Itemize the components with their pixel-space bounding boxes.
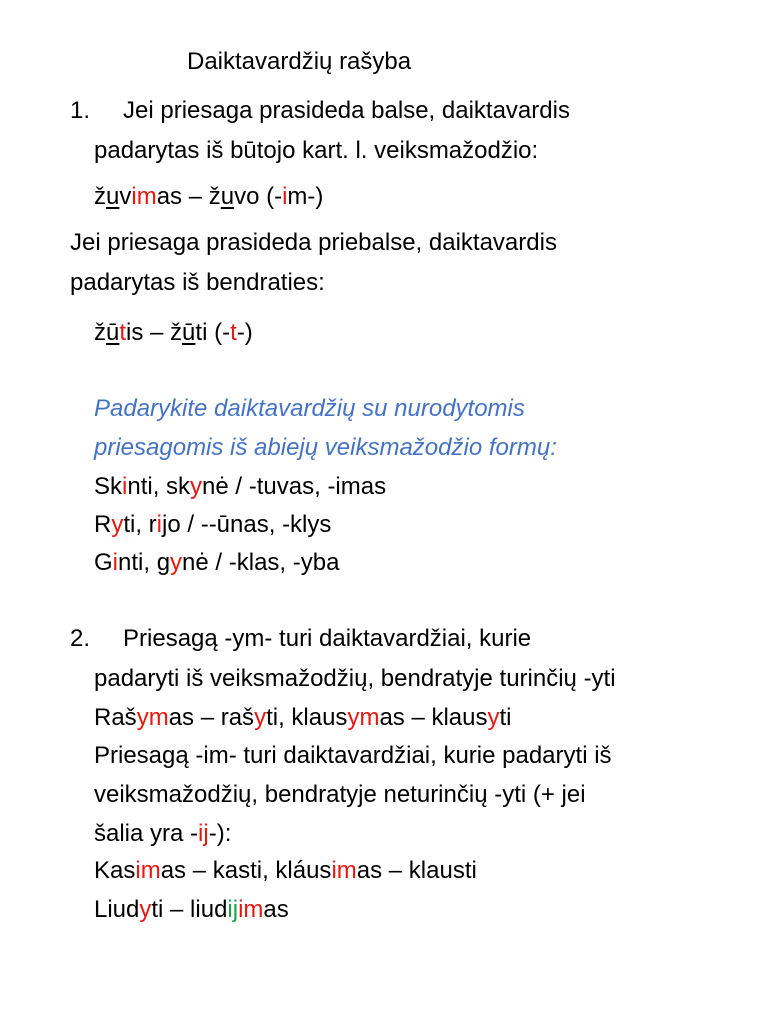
section-2-rule2-line-3: šalia yra -ij-): (94, 820, 232, 847)
exercise-row: Ryti, rijo / --ūnas, -klys (94, 511, 332, 538)
section-1-rule2-line-2: padarytas iš bendraties: (70, 269, 325, 296)
exercise-row: Ginti, gynė / -klas, -yba (94, 549, 340, 576)
section-1-number: 1. (70, 97, 91, 124)
section-2-rule2-line-1: Priesagą -im- turi daiktavardžiai, kurie padaryti iš (94, 742, 612, 769)
section-1-rule-line-1 (70, 96, 570, 126)
section-2-rule-line-2: padaryti iš veiksmažodžių, bendratyje turinčių -yti (94, 665, 616, 692)
section-2-rule2-line-2: veiksmažodžių, bendratyje neturinčių -yti (+ jei (94, 781, 586, 808)
section-1-rule-text-1: Jei priesaga prasideda balse, daiktavardis (123, 97, 570, 124)
section-2-rule-line-1 (70, 624, 531, 654)
section-2-rule-text-1: Priesagą -ym- turi daiktavardžiai, kurie (123, 625, 532, 652)
example-liudyti: Liudyti – liudijimas (94, 896, 289, 923)
exercise-row: Skinti, skynė / -tuvas, -imas (94, 473, 387, 500)
example-kasimas: Kasimas – kasti, kláusimas – klausti (94, 857, 477, 884)
example-zutis: žūtis – žūti (-t-) (94, 319, 253, 346)
page-title: Daiktavardžių rašyba (187, 48, 412, 75)
section-2-number: 2. (70, 625, 91, 652)
section-1-rule-line-2: padarytas iš būtojo kart. l. veiksmažodžio: (94, 137, 539, 164)
example-zuvimas: žuvimas – žuvo (-im-) (94, 183, 324, 210)
section-1-rule2-line-1: Jei priesaga prasideda priebalse, daiktavardis (70, 229, 557, 256)
example-rasymas: Rašymas – rašyti, klausymas – klausyti (94, 704, 512, 731)
task-line-2: priesagomis iš abiejų veiksmažodžio formų: (94, 434, 557, 461)
task-line-1: Padarykite daiktavardžių su nurodytomis (94, 395, 525, 422)
